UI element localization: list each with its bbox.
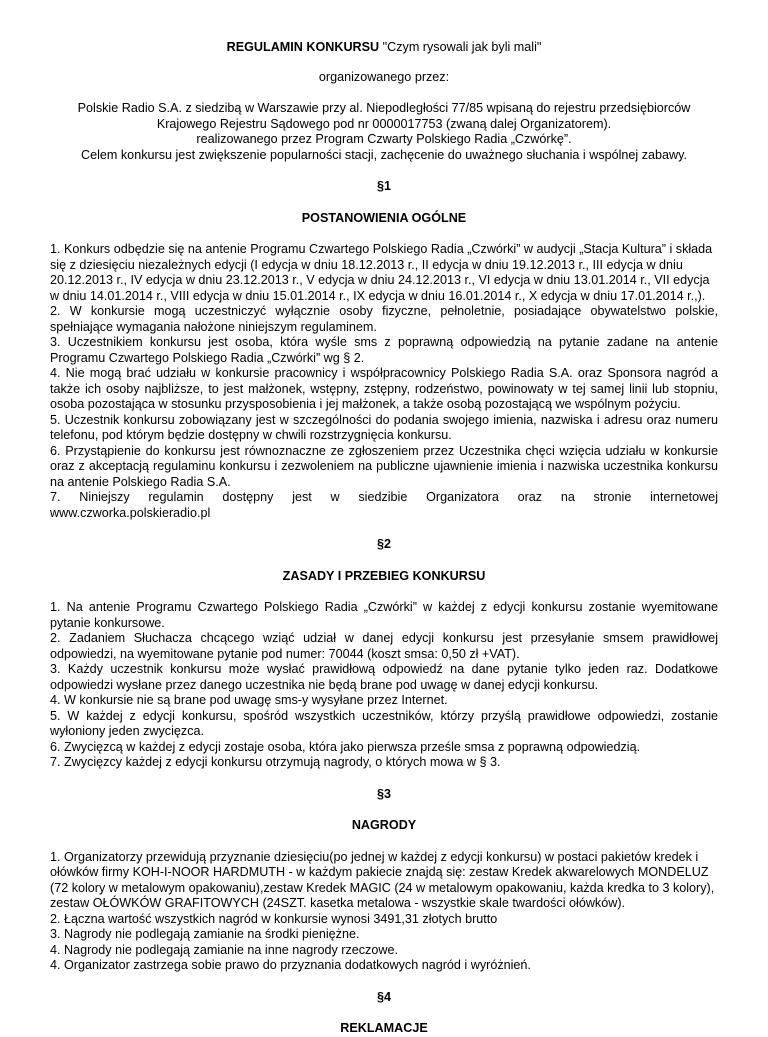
section-point: 1. Na antenie Programu Czwartego Polskiego Radia „Czwórki” w każdej z edycji konkursu zostanie wyemitowane pytanie konkursowe. bbox=[50, 600, 718, 630]
section-number: §1 bbox=[376, 179, 391, 193]
title-bold: REGULAMIN KONKURSU bbox=[226, 40, 380, 54]
section-point: 2. Łączna wartość wszystkich nagród w konkursie wynosi 3491,31 złotych brutto bbox=[50, 911, 498, 926]
section-point: 4. Organizator zastrzega sobie prawo do przyznania dodatkowych nagród i wyróżnień. bbox=[50, 958, 531, 972]
section-point: 2. W konkursie mogą uczestniczyć wyłącznie osoby fizyczne, pełnoletnie, posiadające obywatelstwo polskie, spełniające wymagania nałożone niniejszym regulaminem. bbox=[50, 304, 718, 334]
section-point: 6. Przystąpienie do konkursu jest równoznaczne ze zgłoszeniem przez Uczestnika chęci wzięcia udziału w konkursie oraz z akceptacją regulaminu konkursu i zezwoleniem na publiczne ujawnienie imienia i nazwiska uczestnika konkursu na antenie Polskiego Radia S.A. bbox=[50, 443, 718, 489]
section-point: 7. Niniejszy regulamin dostępny jest w siedzibie Organizatora oraz na stronie internetowej bbox=[50, 490, 718, 504]
section-number: §4 bbox=[376, 989, 391, 1004]
section-2-body bbox=[50, 600, 718, 771]
section-point: 1. Konkurs odbędzie się na antenie Programu Czwartego Polskiego Radia „Czwórki” w audycji „Stacja Kultura” i składa się z dziesięciu niezależnych edycji (I edycja w dniu 18.12.2013 r., II edycja w dniu 19.12.2013 r., III edycja w dniu 20.12.2013 r., IV edycja w dniu 23.12.2013 r., V edycja w dniu 24.12.2013 r., VI edycja w dniu 13.01.2014 r., VII edycja w dniu 14.01.2014 r., VIII edycja w dniu 15.01.2014 r., IX edycja w dniu 16.01.2014 r., X edycja w dniu 17.01.2014 r.,). bbox=[50, 242, 713, 303]
section-3-body bbox=[50, 850, 718, 974]
section-1-body bbox=[50, 242, 718, 521]
regulation-url: www.czworka.polskieradio.pl bbox=[50, 505, 211, 520]
organized-by: organizowanego przez: bbox=[318, 69, 450, 84]
section-number: §2 bbox=[376, 537, 391, 551]
section-point: 7. Zwycięzcy każdej z edycji konkursu otrzymują nagrody, o których mowa w § 3. bbox=[50, 755, 501, 769]
title-rest: "Czym rysowali jak byli mali" bbox=[379, 40, 542, 54]
section-heading: ZASADY I PRZEBIEG KONKURSU bbox=[282, 568, 486, 583]
section-number: §3 bbox=[376, 786, 391, 801]
section-point: 2. Zadaniem Słuchacza chcącego wziąć udział w danej edycji konkursu jest przesyłanie smsem prawidłowej odpowiedzi, na wyemitowane pytanie pod numer: 70044 (koszt smsa: 0,50 zł +VAT). bbox=[50, 631, 718, 661]
section-heading: POSTANOWIENIA OGÓLNE bbox=[301, 210, 467, 225]
intro bbox=[50, 101, 718, 163]
section-point: 4. Nagrody nie podlegają zamianie na inne nagrody rzeczowe. bbox=[50, 942, 398, 957]
section-point: 5. W każdej z edycji konkursu, spośród wszystkich uczestników, którzy przyślą prawidłowe odpowiedzi, zostanie wyłoniony jeden zwycięzca. bbox=[50, 708, 718, 738]
intro-line: realizowanego przez Program Czwarty Polskiego Radia „Czwórkę”. bbox=[196, 132, 572, 146]
intro-line: Krajowego Rejestru Sądowego pod nr 0000017753 (zwaną dalej Organizatorem). bbox=[156, 116, 612, 131]
section-point: 3. Nagrody nie podlegają zamianie na środki pieniężne. bbox=[50, 927, 360, 941]
section-point: 4. Nie mogą brać udziału w konkursie pracownicy i współpracownicy Polskiego Radia S.A. oraz Sponsora nagród a także ich osoby najbliższe, to jest małżonek, wstępny, zstępny, rodzeństwo, powinowaty w tej samej linii lub stopniu, osoba pozostająca w stosunku przysposobienia i jej małżonek, a także osobą pozostającą we wspólnym pożyciu. bbox=[50, 366, 718, 411]
section-heading: REKLAMACJE bbox=[340, 1021, 428, 1035]
section-heading: NAGRODY bbox=[351, 818, 417, 832]
section-point: 3. Każdy uczestnik konkursu może wysłać prawidłową odpowiedź na dane pytanie tylko jeden raz. Dodatkowe odpowiedzi wysłane przez danego uczestnika nie będą brane pod uwagę w danej edycji konkursu. bbox=[50, 662, 718, 692]
section-point: 3. Uczestnikiem konkursu jest osoba, która wyśle sms z poprawną odpowiedzią na pytanie zadane na antenie Programu Czwartego Polskiego Radia „Czwórki” wg § 2. bbox=[50, 335, 718, 365]
intro-line: Celem konkursu jest zwiększenie popularności stacji, zachęcenie do uważnego słuchania i wspólnej zabawy. bbox=[81, 147, 687, 162]
section-point: 5. Uczestnik konkursu zobowiązany jest w szczególności do podania swojego imienia, nazwiska i adresu oraz numeru telefonu, pod którym będzie dostępny w chwili rozstrzygnięcia konkursu. bbox=[50, 412, 718, 442]
section-point: 6. Zwycięzcą w każdej z edycji zostaje osoba, która jako pierwsza prześle smsa z poprawną odpowiedzią. bbox=[50, 739, 641, 754]
intro-line: Polskie Radio S.A. z siedzibą w Warszawie przy al. Niepodległości 77/85 wpisaną do rejestru przedsiębiorców bbox=[77, 101, 691, 115]
section-point: 4. W konkursie nie są brane pod uwagę sms-y wysyłane przez Internet. bbox=[50, 693, 448, 707]
document-title bbox=[50, 40, 718, 56]
section-point: 1. Organizatorzy przewidują przyznanie dziesięciu(po jednej w każdej z edycji konkursu) w postaci pakietów kredek i ołówków firmy KOH-I-NOOR HARDMUTH - w każdym pakiecie znajdą się: zestaw Kredek akwarelowych MONDELUZ (72 kolory w metalowym opakowaniu),zestaw Kredek MAGIC (24 w metalowym opakowaniu, każda kredka to 3 kolory), zestaw OŁÓWKÓW GRAFITOWYCH (24SZT. kasetka metalowa - wszystkie skale twardości ołówków). bbox=[50, 849, 715, 910]
